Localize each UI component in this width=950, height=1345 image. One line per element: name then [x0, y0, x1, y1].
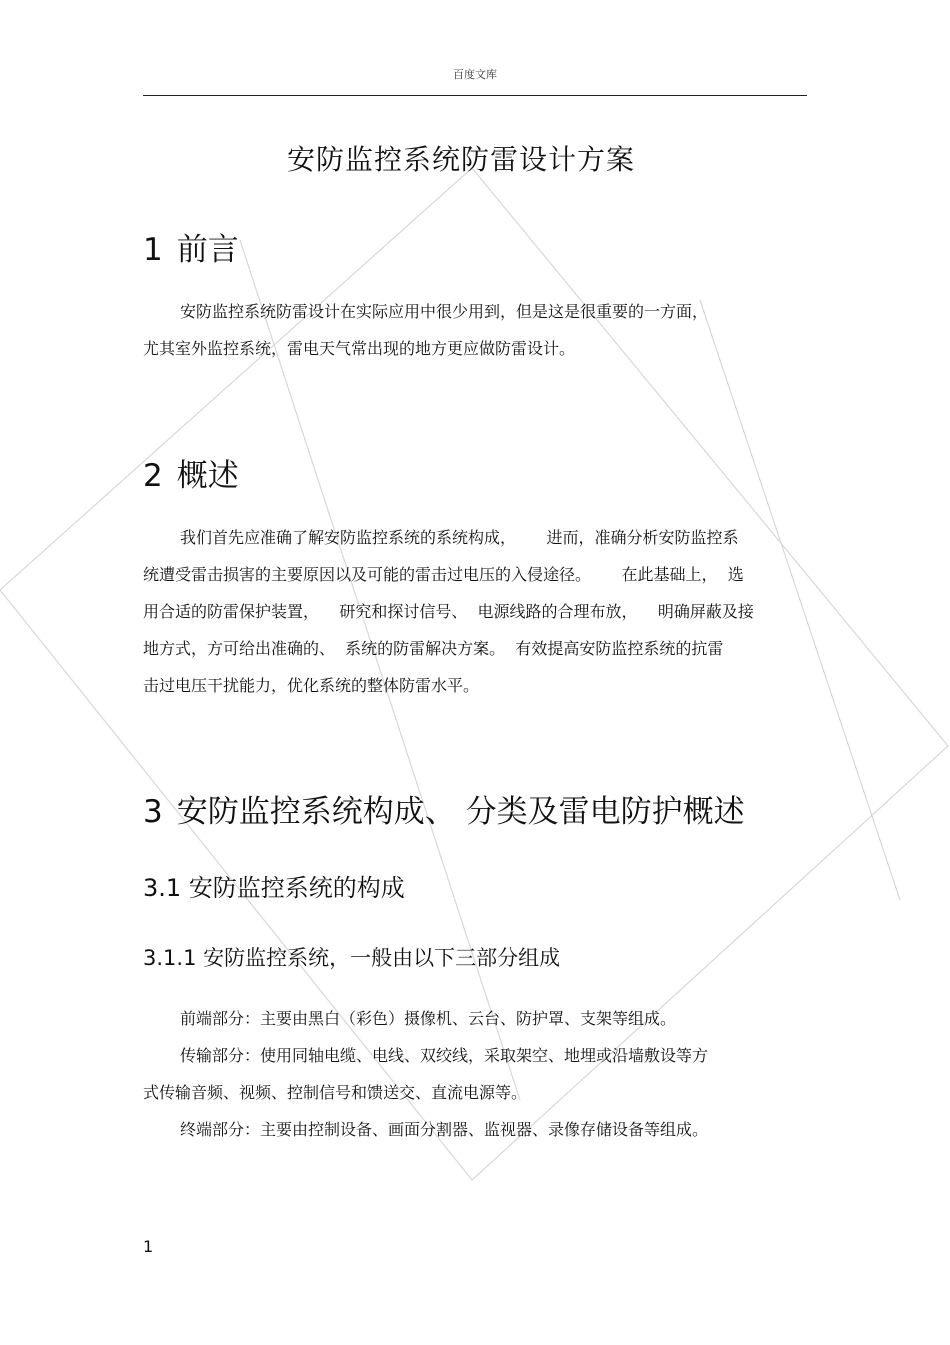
paragraph-line: 我们首先应准确了解安防监控系统的系统构成， 进而，准确分析安防监控系: [180, 528, 739, 547]
subsection-number: 3.1: [143, 874, 182, 902]
document-title: 安防监控系统防雷设计方案: [286, 143, 635, 176]
paragraph-line: 终端部分：主要由控制设备、画面分割器、监视器、录像存储设备等组成。: [180, 1120, 709, 1139]
paragraph-line: 统遭受雷击损害的主要原因以及可能的雷击过电压的入侵途径。 在此基础上， 选: [143, 565, 744, 584]
subsection-3-1-heading: [143, 868, 405, 903]
section-number: 2: [143, 458, 163, 494]
subsubsection-3-1-1-heading: [143, 942, 560, 972]
subsubsection-3-1-1-paragraph: [143, 1000, 807, 1148]
section-title: 概述: [176, 458, 239, 494]
paragraph-line: 安防监控系统防雷设计在实际应用中很少用到，但是这是很重要的一方面，: [180, 302, 709, 321]
subsubsection-title: 安防监控系统，一般由以下三部分组成: [203, 946, 561, 970]
section-title: 安防监控系统构成、 分类及雷电防护概述: [176, 794, 745, 830]
page-header-label: 百度文库: [453, 68, 497, 81]
paragraph-line: 用合适的防雷保护装置， 研究和探讨信号、 电源线路的合理布放， 明确屏蔽及接: [143, 602, 754, 621]
section-title: 前言: [176, 232, 239, 268]
section-number: 3: [143, 794, 163, 830]
page-number: 1: [143, 1237, 154, 1256]
paragraph-line: 传输部分：使用同轴电缆、电线、双绞线，采取架空、地埋或沿墙敷设等方: [180, 1046, 709, 1065]
paragraph-line: 前端部分：主要由黑白（彩色）摄像机、云台、防护罩、支架等组成。: [180, 1009, 677, 1028]
paragraph-line: 尤其室外监控系统，雷电天气常出现的地方更应做防雷设计。: [143, 339, 576, 358]
header-divider: [143, 95, 807, 96]
paragraph-line: 式传输音频、视频、控制信号和馈送交、直流电源等。: [143, 1083, 528, 1102]
section-1-heading: [143, 224, 239, 269]
section-2-paragraph: [143, 519, 807, 704]
section-number: 1: [143, 232, 163, 268]
section-3-heading: [143, 786, 745, 831]
section-2-heading: [143, 450, 239, 495]
subsubsection-number: 3.1.1: [143, 946, 197, 970]
paragraph-line: 击过电压干扰能力，优化系统的整体防雷水平。: [143, 676, 480, 695]
paragraph-line: 地方式，方可给出准确的、 系统的防雷解决方案。 有效提高安防监控系统的抗雷: [143, 639, 724, 658]
section-1-paragraph: [143, 293, 807, 367]
subsection-title: 安防监控系统的构成: [188, 874, 405, 902]
